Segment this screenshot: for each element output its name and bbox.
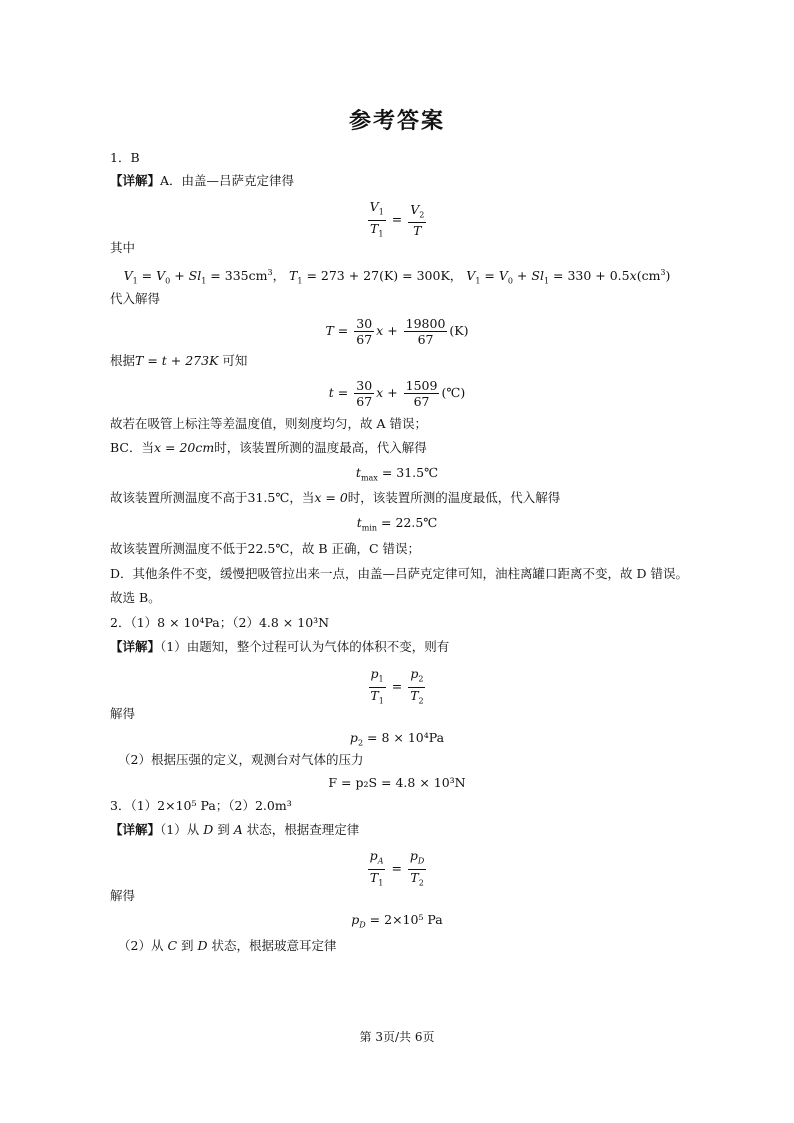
- q1-daiaru: 代入解得: [110, 291, 161, 306]
- q2-equation-p2: $p_2 = 8 \times 10^4Pa$: [349, 730, 445, 748]
- q1-line-high: 故该装置所测温度不低于22.5℃，故 B 正确，C 错误；: [110, 541, 421, 556]
- q1-answer: 1．B: [110, 150, 140, 165]
- q2-equation-force: F = p₂S = 4.8 × 10³N: [328, 775, 466, 790]
- q3-answer: 3．（1）2×10⁵ Pa；（2）2.0m³: [110, 798, 292, 813]
- q2-part2: （2）根据压强的定义，观测台对气体的压力: [118, 752, 364, 767]
- detail-label: 【详解】: [110, 822, 161, 837]
- q1-genju-line: 根据T = t + 273K 可知: [110, 353, 248, 368]
- q2-answer: 2．（1）8 × 10⁴Pa；（2）4.8 × 10³N: [110, 615, 330, 630]
- detail-label: 【详解】: [110, 173, 161, 188]
- page-title: 参考答案: [348, 109, 445, 134]
- q1-equation-tmin: $t_{min}$ = 22.5℃: [356, 515, 438, 533]
- page-footer: 第 3页/共 6页: [359, 1030, 435, 1044]
- q1-equation-values: $V_1 = V_0 + Sl_1 = 335cm^3$， $T_1 = 273 + 27(K) = 300K$， $V_1 = V_0 + Sl_1 = 330 + 0.5x(cm^3)$: [123, 268, 671, 286]
- q1-line-a: 故若在吸管上标注等差温度值，则刻度均匀，故 A 错误；: [110, 416, 427, 431]
- q1-equation-t: t = $\frac{30}{67}$ x + $\frac{1509}{67}$ (℃): [328, 378, 466, 409]
- q1-equation-T: T = $\frac{30}{67}$ x + $\frac{19800}{67}$ (K): [325, 316, 469, 347]
- q3-equation-pd: $p_D = 2\times 10^5$ Pa: [351, 912, 443, 930]
- q1-line-low: 故该装置所测温度不高于31.5℃，当x = 0时，该装置所测的温度最低，代入解得: [110, 490, 561, 505]
- q3-part2: （2）从 C 到 D 状态，根据玻意耳定律: [118, 938, 337, 953]
- q3-equation-charles: $\frac{p_A}{T_1}$ = $\frac{p_D}{T_2}$: [369, 848, 425, 887]
- detail-label: 【详解】: [110, 639, 161, 654]
- q3-jiede: 解得: [110, 888, 136, 903]
- q1-line-d: D．其他条件不变，缓慢把吸管拉出来一点，由盖—吕萨克定律可知，油柱离罐口距离不变，故 D 错误。: [110, 566, 688, 581]
- q1-equation-tmax: $t_{max}$ = 31.5℃: [355, 465, 439, 483]
- q1-qizhong: 其中: [110, 240, 136, 255]
- q1-detail-line: [110, 173, 294, 189]
- q2-jiede: 解得: [110, 706, 136, 721]
- q1-detail-text: A．由盖—吕萨克定律得: [160, 173, 295, 188]
- q1-line-bc: BC．当x = 20cm时，该装置所测的温度最高，代入解得: [110, 440, 427, 455]
- q1-equation-gay-lussac: $\frac{V_1}{T_1}$ = $\frac{V_2}{T}$: [369, 199, 425, 239]
- q1-choose: 故选 B。: [110, 590, 161, 605]
- q2-equation-charles: $\frac{p_1}{T_1}$ = $\frac{p_2}{T_2}$: [370, 666, 424, 705]
- q2-detail-line: 【详解】（1）由题知，整个过程可认为气体的体积不变，则有: [110, 639, 450, 654]
- q3-detail-line: 【详解】（1）从 D 到 A 状态，根据查理定律: [110, 822, 360, 837]
